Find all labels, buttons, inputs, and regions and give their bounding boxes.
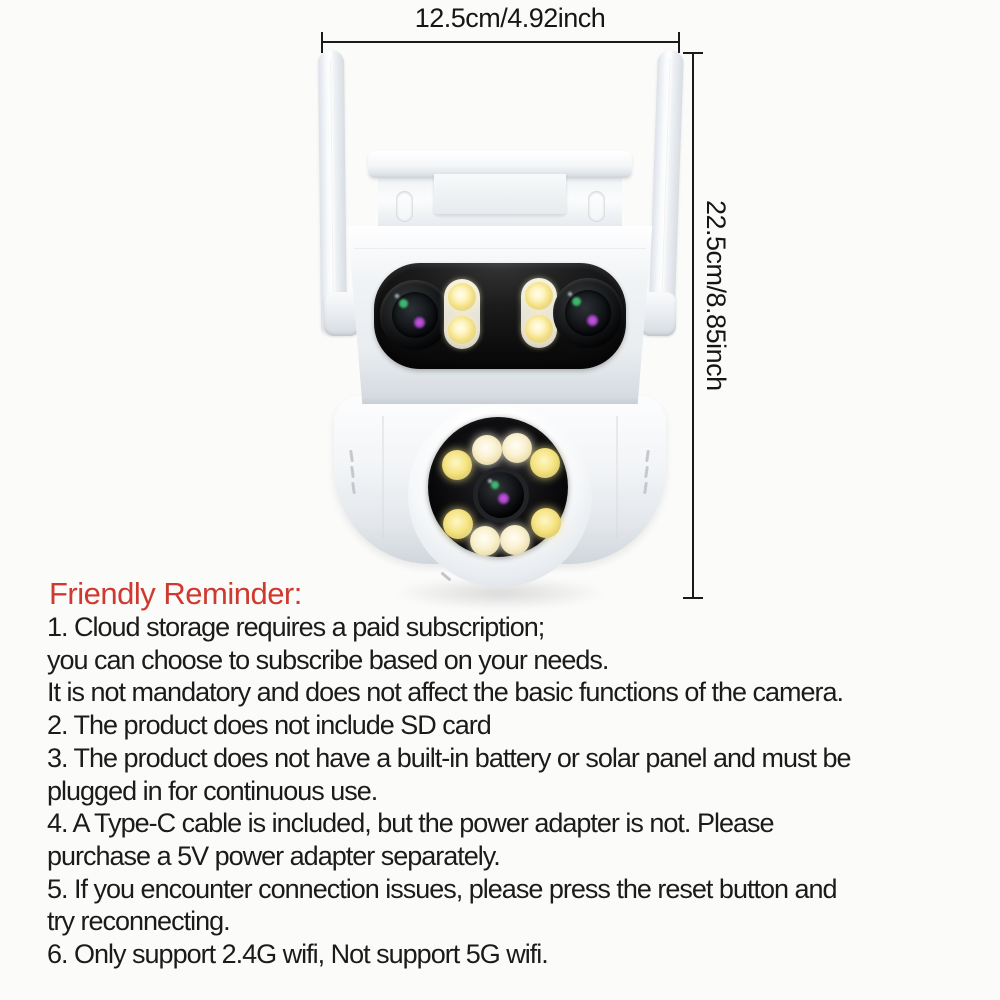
reminder-line: plugged in for continuous use.: [47, 775, 378, 806]
width-dimension-label: 12.5cm/4.92inch: [414, 3, 606, 33]
spotlight-led: [448, 316, 476, 344]
reminder-heading: Friendly Reminder:: [49, 576, 302, 611]
mount-bracket-center-block: [434, 174, 566, 214]
lens-glint-green: [572, 297, 581, 306]
height-dimension-label: 22.5cm/8.85inch: [701, 200, 731, 391]
reminder-line: purchase a 5V power adapter separately.: [47, 840, 500, 871]
spotlight-led: [525, 315, 553, 343]
lens-glint-purple: [414, 317, 425, 328]
reminder-line: 5. If you encounter connection issues, please press the reset button and: [47, 873, 837, 904]
reminder-line: 1. Cloud storage requires a paid subscription;: [47, 612, 545, 642]
reminder-text: [47, 611, 851, 971]
ir-led-yellow: [443, 509, 473, 539]
bracket-screw-slot-left: [396, 191, 413, 222]
spotlight-pill-right: [521, 278, 557, 348]
spotlight-led: [525, 282, 553, 310]
ir-led-yellow: [530, 448, 560, 478]
reminder-line: It is not mandatory and does not affect the basic functions of the camera.: [47, 677, 844, 708]
lens-glint-green: [399, 299, 408, 308]
ir-led-white: [500, 525, 530, 555]
reminder-line: try reconnecting.: [47, 906, 230, 937]
ir-led-yellow: [442, 450, 472, 480]
bracket-screw-slot-right: [588, 191, 605, 222]
spotlight-led: [448, 283, 476, 311]
lens-glint-green: [491, 481, 499, 489]
reminder-line: you can choose to subscribe based on your needs.: [47, 644, 609, 675]
ir-led-white: [502, 433, 532, 463]
lens-glint-white: [395, 294, 399, 298]
reminder-line: 4. A Type-C cable is included, but the power adapter is not. Please: [47, 808, 774, 839]
lens-glint-purple: [587, 315, 598, 326]
ir-led-white: [470, 526, 500, 556]
lens-glint-white: [488, 479, 492, 483]
lens-glint-purple: [498, 493, 509, 504]
reminder-line: 3. The product does not have a built-in battery or solar panel and must be: [47, 742, 851, 773]
ir-led-yellow: [531, 508, 561, 538]
camera-lens-right: [553, 278, 623, 348]
dome-lens: [473, 467, 529, 523]
dual-lens-panel: [374, 263, 626, 369]
ir-led-white: [472, 435, 502, 465]
camera-lens-left: [380, 280, 450, 350]
width-dimension-line: [321, 41, 680, 43]
reminder-line: 6. Only support 2.4G wifi, Not support 5G wifi.: [47, 939, 548, 970]
height-dimension-line: [692, 52, 694, 599]
reminder-line: 2. The product does not include SD card: [47, 710, 491, 741]
lens-glint-white: [568, 292, 572, 296]
spotlight-pill-left: [444, 279, 480, 349]
dome-face: [428, 417, 568, 557]
